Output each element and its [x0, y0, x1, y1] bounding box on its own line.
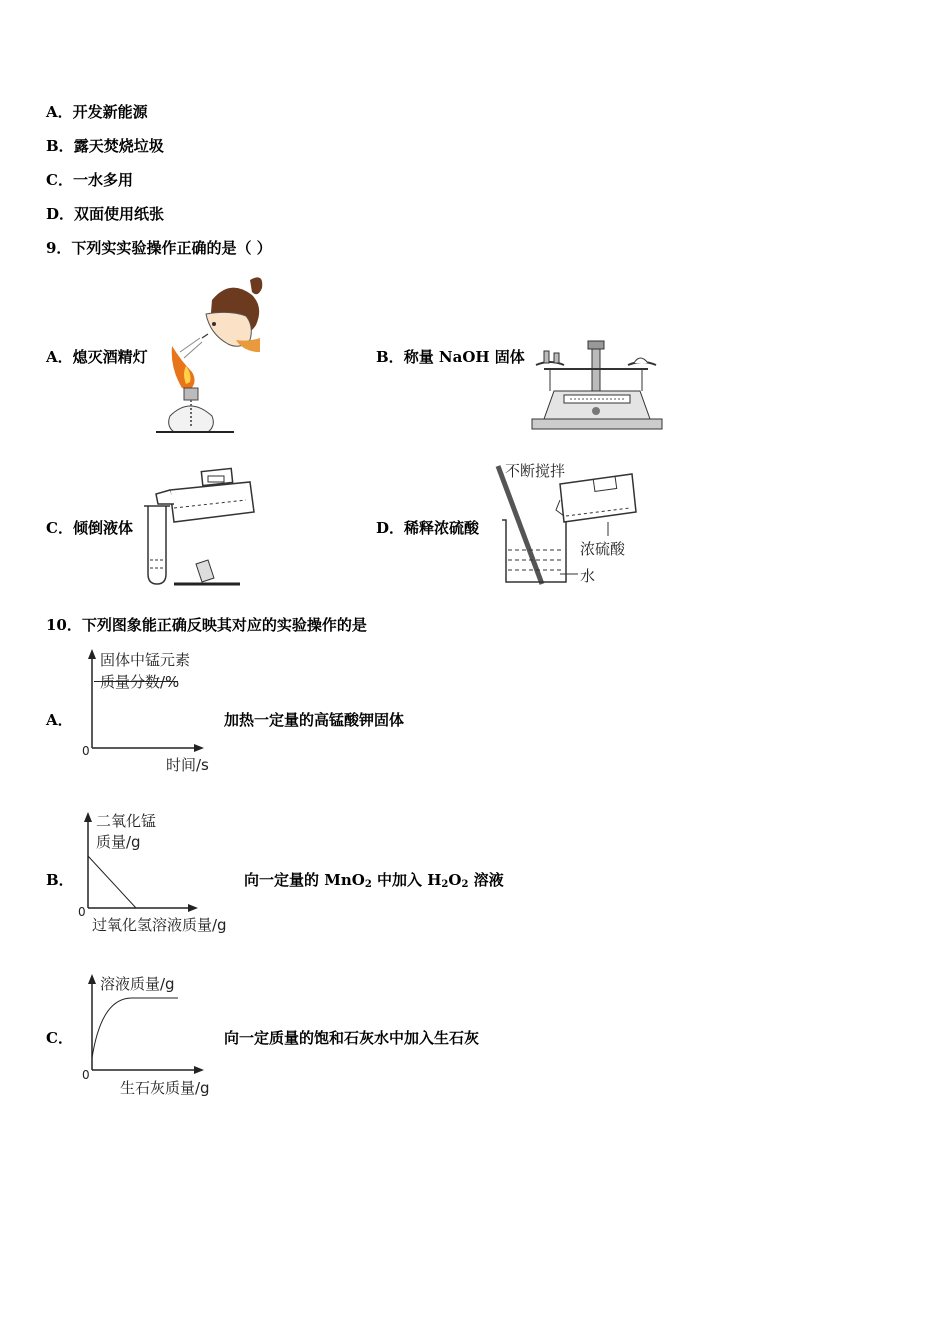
q10-option-b-text: 向一定量的 MnO$_2$ 中加入 $H_2O_2$ 溶液	[244, 871, 504, 890]
chart-a-ylabel-2: 质量分数/%	[100, 673, 180, 691]
q9-option-a: A．熄灭酒精灯	[46, 348, 148, 366]
q10-option-c-letter: C．	[46, 1029, 73, 1047]
chart-b	[76, 808, 206, 918]
q8-option-c: C．一水多用	[46, 171, 133, 189]
chart-a	[80, 645, 210, 755]
chart-b-ylabel-1: 二氧化锰	[96, 812, 157, 830]
chart-a-xlabel: 时间/s	[166, 756, 209, 774]
chart-b-xlabel: 过氧化氢溶液质量/g	[92, 916, 227, 934]
dilute-acid-figure	[490, 460, 650, 590]
chart-c	[80, 970, 210, 1080]
q8-option-d: D．双面使用纸张	[46, 205, 165, 223]
q9-option-b: B．称量 NaOH 固体	[376, 348, 525, 366]
chart-b-ylabel-2: 质量/g	[96, 833, 141, 851]
chart-a-origin: 0	[82, 744, 90, 758]
q10-option-b-letter: B．	[46, 871, 74, 889]
q9-option-c: C．倾倒液体	[46, 519, 133, 537]
pouring-liquid-figure	[140, 460, 260, 590]
chart-a-ylabel-1: 固体中锰元素	[100, 651, 191, 669]
q9-option-d: D．稀释浓硫酸	[376, 519, 480, 537]
q8-option-a: A．开发新能源	[46, 103, 148, 121]
q8-option-b: B．露天焚烧垃圾	[46, 137, 164, 155]
chart-c-series-curve	[92, 998, 178, 1058]
q9-stem: 9．下列实实验操作正确的是（ ）	[46, 239, 272, 257]
chart-b-series-line	[88, 856, 136, 908]
q10-stem: 10．下列图象能正确反映其对应的实验操作的是	[46, 616, 367, 634]
chart-b-origin: 0	[78, 905, 86, 919]
q10-option-c-text: 向一定质量的饱和石灰水中加入生石灰	[224, 1029, 480, 1047]
q10-option-a-text: 加热一定量的高锰酸钾固体	[224, 711, 405, 729]
alcohol-lamp-blowing-figure	[150, 270, 270, 440]
q10-option-a-letter: A．	[46, 711, 73, 729]
balance-scale-figure	[530, 335, 670, 435]
chart-c-xlabel: 生石灰质量/g	[120, 1079, 210, 1097]
label-acid: 浓硫酸	[580, 540, 626, 558]
chart-c-origin: 0	[82, 1068, 90, 1082]
label-stir: 不断搅拌	[505, 462, 566, 480]
label-water: 水	[580, 567, 596, 585]
chart-c-ylabel-1: 溶液质量/g	[100, 975, 175, 993]
